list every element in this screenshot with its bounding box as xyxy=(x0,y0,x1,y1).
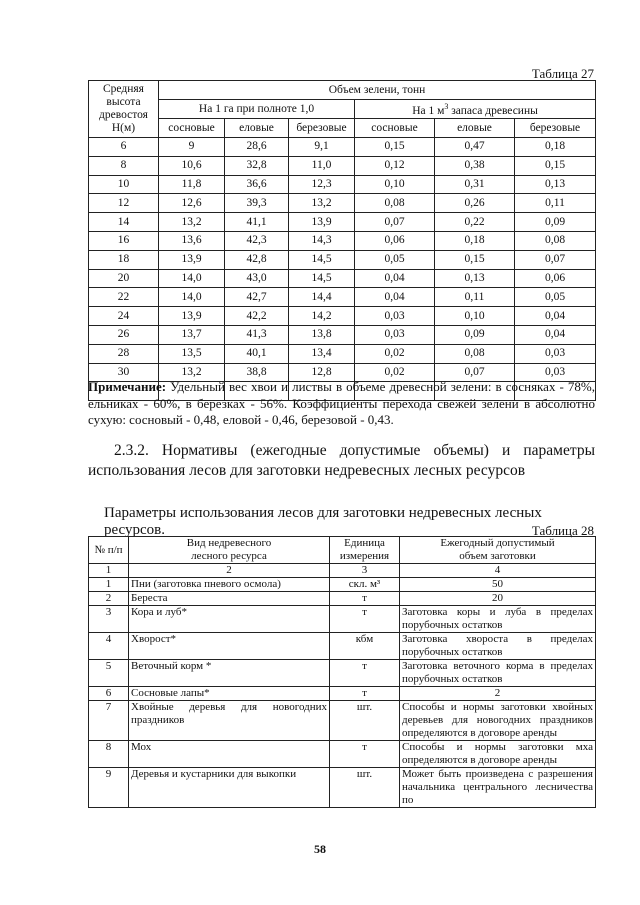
value-cell: 0,31 xyxy=(435,175,515,194)
value-cell: 0,08 xyxy=(515,231,596,250)
column-number: 1 xyxy=(89,564,129,578)
value-cell: 40,1 xyxy=(225,344,289,363)
value-cell: 0,13 xyxy=(515,175,596,194)
height-cell: 20 xyxy=(89,269,159,288)
column-number: 3 xyxy=(330,564,400,578)
table-row xyxy=(89,606,596,633)
table-row xyxy=(89,768,596,808)
row-number: 3 xyxy=(89,606,129,633)
value-cell: 13,6 xyxy=(159,231,225,250)
value-cell: 42,3 xyxy=(225,231,289,250)
value-cell: 0,03 xyxy=(515,344,596,363)
value-cell: 13,7 xyxy=(159,325,225,344)
value-cell: 0,47 xyxy=(435,138,515,157)
value-cell: 42,8 xyxy=(225,250,289,269)
value-cell: 41,3 xyxy=(225,325,289,344)
row-number: 6 xyxy=(89,687,129,701)
value-cell: 0,04 xyxy=(515,325,596,344)
height-cell: 30 xyxy=(89,363,159,382)
green-volume-header: Объем зелени, тонн xyxy=(159,81,596,100)
value-cell: 14,2 xyxy=(289,307,355,326)
height-cell: 12 xyxy=(89,194,159,213)
value-cell: 0,10 xyxy=(355,175,435,194)
value-cell: 11,0 xyxy=(289,156,355,175)
unit-cell: шт. xyxy=(330,701,400,741)
value-cell: 0,18 xyxy=(515,138,596,157)
unit-cell: скл. м³ xyxy=(330,578,400,592)
column-number: 2 xyxy=(129,564,330,578)
value-cell: 0,13 xyxy=(435,269,515,288)
value-cell: 36,6 xyxy=(225,175,289,194)
row-number: 7 xyxy=(89,701,129,741)
value-cell: 13,2 xyxy=(289,194,355,213)
table27-note: Примечание: Удельный вес хвои и листвы в объеме древесной зелени: в сосняках - 78%, ельниках - 60%, в березках - 56%. Коэффициенты перехода свежей зелени в абсолютно сухую: сосновый - 0,48, еловой - 0,46, березовой - 0,43. xyxy=(88,379,595,427)
value-cell: 12,3 xyxy=(289,175,355,194)
table-row xyxy=(89,250,596,269)
table-row xyxy=(89,269,596,288)
value-cell: 0,10 xyxy=(435,307,515,326)
table-row xyxy=(89,325,596,344)
value-cell: 0,38 xyxy=(435,156,515,175)
value-cell: 12,8 xyxy=(289,363,355,382)
unit-cell: шт. xyxy=(330,768,400,808)
section-heading: 2.3.2. Нормативы (ежегодные допустимые объемы) и параметры использования лесов для заготовки недревесных лесных ресурсов xyxy=(88,442,595,479)
value-cell: 10,6 xyxy=(159,156,225,175)
height-cell: 6 xyxy=(89,138,159,157)
table-row xyxy=(89,213,596,232)
value-cell: 0,03 xyxy=(355,307,435,326)
table-row xyxy=(89,175,596,194)
table-row xyxy=(89,592,596,606)
table27 xyxy=(88,80,596,401)
value-cell: 0,15 xyxy=(355,138,435,157)
unit-cell: т xyxy=(330,660,400,687)
value-cell: 9,1 xyxy=(289,138,355,157)
value-cell: 0,06 xyxy=(355,231,435,250)
value-cell: 0,04 xyxy=(355,269,435,288)
species-header: еловые xyxy=(225,119,289,138)
table28-caption: Таблица 28 xyxy=(531,523,594,538)
resource-name: Береста xyxy=(129,592,330,606)
height-cell: 8 xyxy=(89,156,159,175)
unit-cell: т xyxy=(330,592,400,606)
value-cell: 0,07 xyxy=(515,250,596,269)
unit-cell: т xyxy=(330,606,400,633)
table27-caption: Таблица 27 xyxy=(531,66,594,81)
value-cell: 0,26 xyxy=(435,194,515,213)
value-cell: 0,09 xyxy=(515,213,596,232)
value-cell: 0,04 xyxy=(515,307,596,326)
volume-cell: Заготовка коры и луба в пределах порубочных остатков xyxy=(400,606,596,633)
table-row xyxy=(89,344,596,363)
table-row xyxy=(89,701,596,741)
value-cell: 13,9 xyxy=(159,250,225,269)
table-row xyxy=(89,231,596,250)
table-row xyxy=(89,660,596,687)
height-cell: 28 xyxy=(89,344,159,363)
table-row xyxy=(89,741,596,768)
resource-name: Деревья и кустарники для выкопки xyxy=(129,768,330,808)
table-row xyxy=(89,288,596,307)
row-number: 8 xyxy=(89,741,129,768)
value-cell: 13,2 xyxy=(159,213,225,232)
value-cell: 0,04 xyxy=(355,288,435,307)
height-cell: 18 xyxy=(89,250,159,269)
species-header: еловые xyxy=(435,119,515,138)
value-cell: 0,05 xyxy=(355,250,435,269)
value-cell: 0,11 xyxy=(515,194,596,213)
row-number: 1 xyxy=(89,578,129,592)
value-cell: 14,4 xyxy=(289,288,355,307)
table28 xyxy=(88,536,596,808)
height-cell: 24 xyxy=(89,307,159,326)
value-cell: 43,0 xyxy=(225,269,289,288)
table-row xyxy=(89,687,596,701)
resource-name: Сосновые лапы* xyxy=(129,687,330,701)
value-cell: 0,02 xyxy=(355,363,435,382)
resource-name: Пни (заготовка пневого осмола) xyxy=(129,578,330,592)
row-number: 9 xyxy=(89,768,129,808)
species-header: сосновые xyxy=(355,119,435,138)
value-cell: 12,6 xyxy=(159,194,225,213)
volume-cell: Может быть произведена с разрешения начальника центрального лесничества по xyxy=(400,768,596,808)
resource-name: Мох xyxy=(129,741,330,768)
unit-cell: кбм xyxy=(330,633,400,660)
resource-name: Веточный корм * xyxy=(129,660,330,687)
value-cell: 0,05 xyxy=(515,288,596,307)
height-cell: 26 xyxy=(89,325,159,344)
height-cell: 22 xyxy=(89,288,159,307)
value-cell: 0,06 xyxy=(515,269,596,288)
resource-name: Кора и луб* xyxy=(129,606,330,633)
per-m3-header: На 1 $м^3$ запаса древесины xyxy=(355,100,596,119)
value-cell: 13,9 xyxy=(289,213,355,232)
value-cell: 42,2 xyxy=(225,307,289,326)
table-row xyxy=(89,633,596,660)
value-cell: 39,3 xyxy=(225,194,289,213)
table-row xyxy=(89,578,596,592)
volume-cell: 2 xyxy=(400,687,596,701)
volume-cell: Заготовка веточного корма в пределах порубочных остатков xyxy=(400,660,596,687)
unit-column-header: Единица измерения xyxy=(330,537,400,564)
value-cell: 0,03 xyxy=(515,363,596,382)
table-row xyxy=(89,307,596,326)
per-hectare-header: На 1 га при полноте 1,0 xyxy=(159,100,355,119)
volume-cell: 50 xyxy=(400,578,596,592)
value-cell: 0,11 xyxy=(435,288,515,307)
value-cell: 28,6 xyxy=(225,138,289,157)
value-cell: 0,08 xyxy=(435,344,515,363)
row-number: 4 xyxy=(89,633,129,660)
value-cell: 32,8 xyxy=(225,156,289,175)
value-cell: 9 xyxy=(159,138,225,157)
value-cell: 0,02 xyxy=(355,344,435,363)
volume-column-header: Ежегодный допустимый объем заготовки xyxy=(400,537,596,564)
value-cell: 11,8 xyxy=(159,175,225,194)
type-column-header: Вид недревесного лесного ресурса xyxy=(129,537,330,564)
value-cell: 0,08 xyxy=(355,194,435,213)
value-cell: 0,07 xyxy=(435,363,515,382)
value-cell: 0,15 xyxy=(435,250,515,269)
species-header: сосновые xyxy=(159,119,225,138)
unit-cell: т xyxy=(330,687,400,701)
value-cell: 14,0 xyxy=(159,269,225,288)
value-cell: 14,5 xyxy=(289,250,355,269)
height-cell: 10 xyxy=(89,175,159,194)
value-cell: 0,07 xyxy=(355,213,435,232)
value-cell: 13,2 xyxy=(159,363,225,382)
table-row xyxy=(89,138,596,157)
volume-cell: Способы и нормы заготовки хвойных деревьев для новогодних праздников определяются в договоре аренды xyxy=(400,701,596,741)
unit-cell: т xyxy=(330,741,400,768)
column-number: 4 xyxy=(400,564,596,578)
value-cell: 0,09 xyxy=(435,325,515,344)
table28-title: Параметры использования лесов для заготовки недревесных лесных ресурсов. xyxy=(104,505,542,538)
value-cell: 0,15 xyxy=(515,156,596,175)
volume-cell: 20 xyxy=(400,592,596,606)
value-cell: 13,9 xyxy=(159,307,225,326)
species-header: березовые xyxy=(515,119,596,138)
height-cell: 16 xyxy=(89,231,159,250)
value-cell: 14,0 xyxy=(159,288,225,307)
value-cell: 13,4 xyxy=(289,344,355,363)
resource-name: Хворост* xyxy=(129,633,330,660)
value-cell: 0,18 xyxy=(435,231,515,250)
page-number: 58 xyxy=(314,842,326,856)
volume-cell: Заготовка хвороста в пределах порубочных остатков xyxy=(400,633,596,660)
value-cell: 0,12 xyxy=(355,156,435,175)
value-cell: 14,5 xyxy=(289,269,355,288)
value-cell: 0,22 xyxy=(435,213,515,232)
table-row xyxy=(89,156,596,175)
row-number: 5 xyxy=(89,660,129,687)
height-cell: 14 xyxy=(89,213,159,232)
table-row xyxy=(89,194,596,213)
volume-cell: Способы и нормы заготовки мха определяются в договоре аренды xyxy=(400,741,596,768)
resource-name: Хвойные деревья для новогодних праздников xyxy=(129,701,330,741)
num-column-header: № п/п xyxy=(89,537,129,564)
value-cell: 13,8 xyxy=(289,325,355,344)
value-cell: 13,5 xyxy=(159,344,225,363)
value-cell: 41,1 xyxy=(225,213,289,232)
value-cell: 42,7 xyxy=(225,288,289,307)
row-number: 2 xyxy=(89,592,129,606)
value-cell: 0,03 xyxy=(355,325,435,344)
value-cell: 38,8 xyxy=(225,363,289,382)
value-cell: 14,3 xyxy=(289,231,355,250)
height-column-header: Средняя высота древостоя Н(м) xyxy=(89,81,159,138)
species-header: березовые xyxy=(289,119,355,138)
